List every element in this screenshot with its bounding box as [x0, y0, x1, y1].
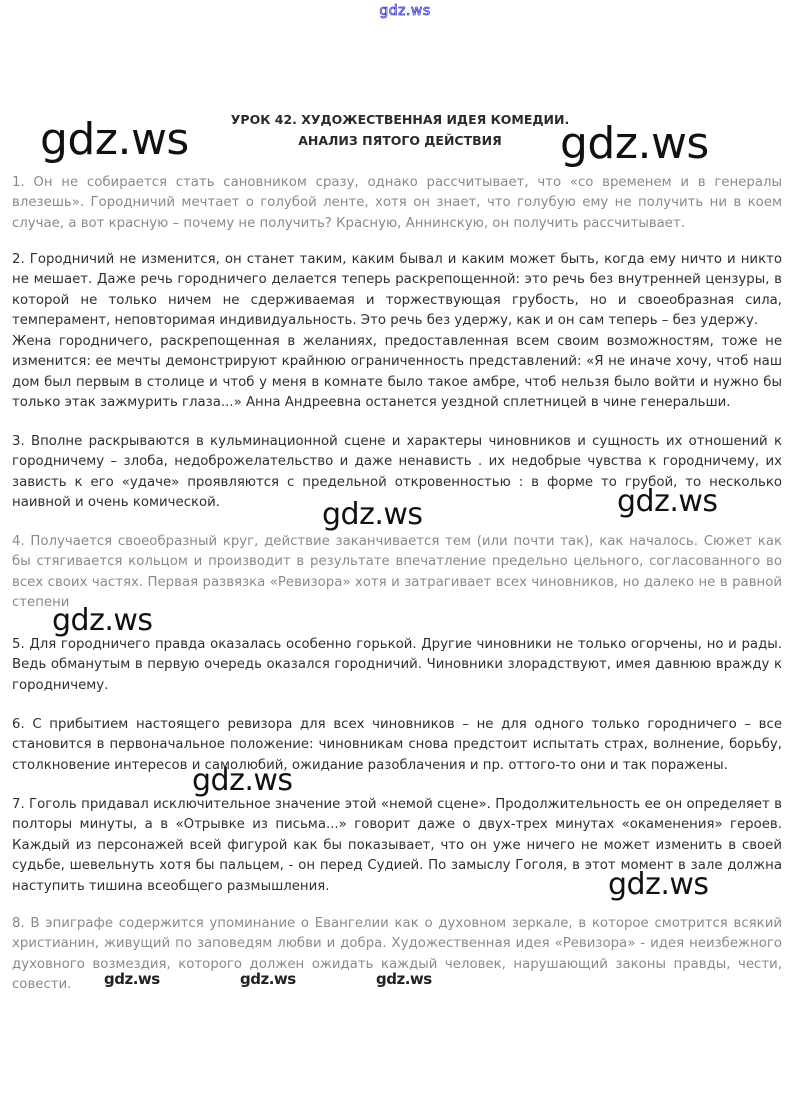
paragraph-1: 1. Он не собирается стать сановником сразу, однако рассчитывает, что «со временем и в генералы влезешь». Городничий мечтает о голубой ленте, хотя он знает, что голубую ему не получить ни в коем случае, а вот красную – почему не получить? Красную, Аннинскую, он получить рассчитывает.	[12, 175, 782, 231]
paragraph-7: 7. Гоголь придавал исключительное значение этой «немой сцене». Продолжительность ее он определяет в полторы минуты, а в «Отрывке из письма...» говорит даже о двух-трех минутах «окаменения» героев. Каждый из персонажей всей фигурой как бы показывает, что он уже ничего не может изменить в своей судьбе, шевельнуть хотя бы пальцем, - он перед Судией. По замыслу Гоголя, в этот момент в зале должна наступить тишина всеобщего размышления.	[12, 797, 782, 894]
watermark-overlay: gdz.ws	[322, 497, 423, 532]
watermark-overlay: gdz.ws	[192, 763, 293, 798]
paragraph-4: 4. Получается своеобразный круг, действие заканчивается тем (или почти так), как началось. Сюжет как бы стягивается кольцом и производит в результате впечатление предельно цельного, согласованного во всех своих частях. Первая развязка «Ревизора» хотя и затрагивает всех чиновников, но далеко не в равной степени	[12, 534, 782, 611]
paragraph-8: 8. В эпиграфе содержится упоминание о Евангелии как о духовном зеркале, в которое смотрится всякий христианин, живущий по заповедям любви и добра. Художественная идея «Ревизора» - идея неизбежного духовного возмездия, которого должен ожидать каждый человек, нарушающий законы правды, чести, совести.	[12, 916, 782, 993]
watermark-overlay: gdz.ws	[52, 603, 153, 638]
paragraph-2: 2. Городничий не изменится, он станет таким, каким бывал и каким может быть, когда ему ничто и никто не мешает. Даже речь городничего делается теперь раскрепощенной: это речь без внутренней цензуры, в которой не только ничем не сдерживаемая и торжествующая грубость, но и своеобразная сила, темперамент, неповторимая индивидуальность. Это речь без удержу, как и он сам теперь – без удержу.	[12, 252, 782, 329]
watermark-overlay: gdz.ws	[104, 970, 160, 988]
lesson-subtitle: АНАЛИЗ ПЯТОГО ДЕЙСТВИЯ	[298, 133, 502, 148]
header-watermark: gdz.ws	[379, 3, 431, 19]
watermark-overlay: gdz.ws	[240, 970, 296, 988]
paragraph-2-continued: Жена городничего, раскрепощенная в желаниях, предоставленная всем своим возможностям, тоже не изменится: ее мечты демонстрируют крайнюю ограниченность представлений: «Я не иначе хочу, чтоб наш дом был первым в столице и чтоб у меня в комнате было такое амбре, чтоб нельзя было войти и нужно бы только этак зажмурить глаза...» Анна Андреевна останется уездной сплетницей в чине генеральши.	[12, 334, 782, 411]
lesson-title: УРОК 42. ХУДОЖЕСТВЕННАЯ ИДЕЯ КОМЕДИИ.	[230, 112, 570, 127]
watermark-overlay: gdz.ws	[560, 118, 709, 169]
watermark-overlay: gdz.ws	[376, 970, 432, 988]
paragraph-6: 6. С прибытием настоящего ревизора для всех чиновников – не для одного только городничего – все становится в первоначальное положение: чиновникам снова предстоит испытать страх, волнение, борьбу, столкновение интересов и самолюбий, ожидание разоблачения и пр. оттого-то они и так поражены.	[12, 717, 782, 773]
watermark-overlay: gdz.ws	[608, 867, 709, 902]
paragraph-3: 3. Вполне раскрываются в кульминационной сцене и характеры чиновников и сущность их отношений к городничему – злоба, недоброжелательство и даже ненависть . их недобрые чувства к городничему, их зависть к его «удаче» проявляются с предельной откровенностью : в форме то грубой, то несколько наивной и очень комической.	[12, 434, 782, 511]
watermark-overlay: gdz.ws	[617, 484, 718, 519]
paragraph-5: 5. Для городничего правда оказалась особенно горькой. Другие чиновники не только огорчены, но и рады. Ведь обманутым в первую очередь оказался городничий. Чиновники злорадствуют, имея давнюю вражду к городничему.	[12, 637, 782, 693]
watermark-overlay: gdz.ws	[40, 114, 189, 165]
